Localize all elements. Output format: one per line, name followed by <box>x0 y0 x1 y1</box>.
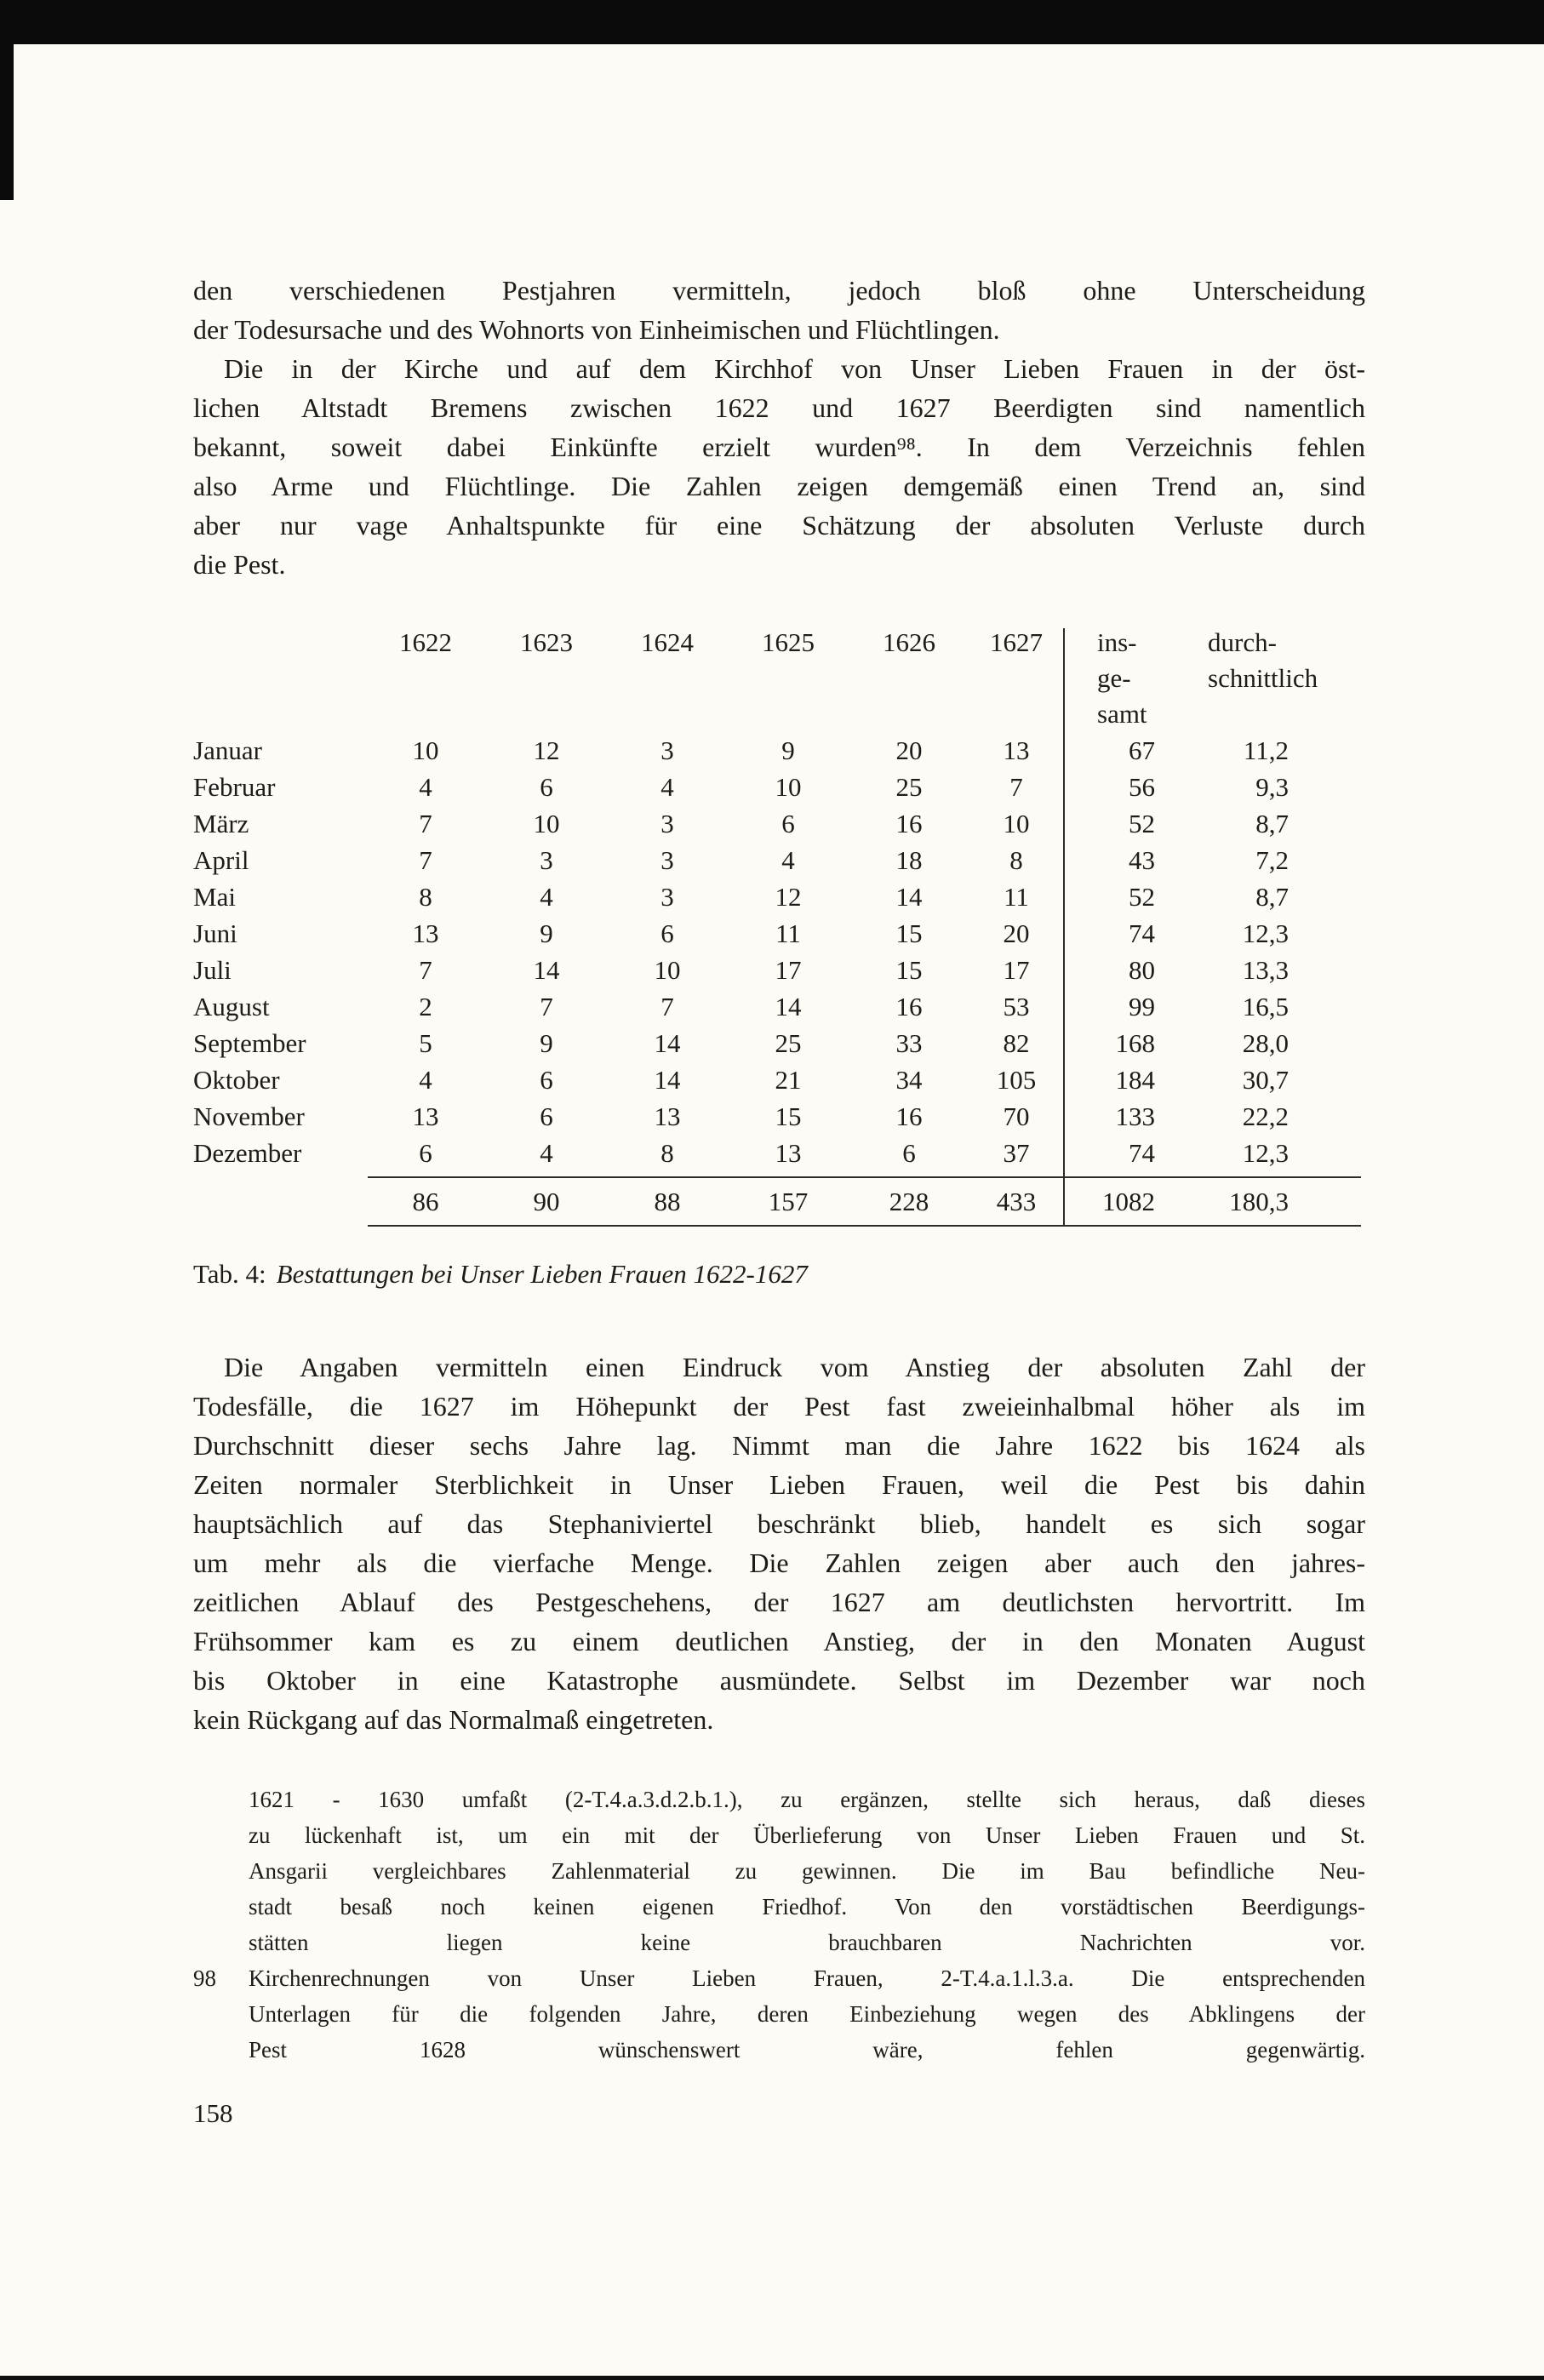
table-row <box>193 732 1361 769</box>
sum-value-cell: 157 <box>768 1187 809 1216</box>
average-cell: 16,5 <box>1242 992 1289 1021</box>
table-row <box>193 915 1361 952</box>
value-cell: 13 <box>775 1138 802 1168</box>
year-header: 1627 <box>990 627 1043 657</box>
value-cell: 13 <box>412 1101 439 1131</box>
value-cell: 6 <box>419 1138 432 1168</box>
total-cell: 184 <box>1115 1065 1155 1095</box>
table-rule-below-sums <box>368 1225 1361 1227</box>
table-row <box>193 805 1361 842</box>
value-cell: 10 <box>654 955 681 985</box>
value-cell: 9 <box>540 1028 553 1058</box>
value-cell: 10 <box>533 809 560 838</box>
text-line: also Arme und Flüchtlinge. Die Zahlen zeigen demgemäß einen Trend an, sind <box>193 471 1365 501</box>
average-column-header <box>1174 625 1361 696</box>
footnotes-section <box>193 1782 1365 2068</box>
value-cell: 7 <box>419 845 432 875</box>
value-cell: 25 <box>895 772 923 802</box>
value-cell: 3 <box>660 845 674 875</box>
table-row <box>193 769 1361 805</box>
month-cell: April <box>193 845 249 875</box>
value-cell: 37 <box>1003 1138 1030 1168</box>
paragraph-kirchhof <box>193 349 1365 584</box>
month-cell: Mai <box>193 882 236 912</box>
value-cell: 15 <box>775 1101 802 1131</box>
footnote-98-text <box>249 1960 1365 2068</box>
value-cell: 20 <box>895 735 923 765</box>
text-line: Kirchenrechnungen von Unser Lieben Frauen, 2-T.4.a.1.l.3.a. Die entsprechenden <box>249 1965 1365 1991</box>
table-row <box>193 1135 1361 1171</box>
year-header: 1626 <box>883 627 935 657</box>
text-line: stätten liegen keine brauchbaren Nachrichten vor. <box>249 1930 1365 1955</box>
scan-artifact-bottom-bar <box>0 2376 1544 2380</box>
value-cell: 15 <box>895 918 923 948</box>
text-line: aber nur vage Anhaltspunkte für eine Schätzung der absoluten Verluste durch <box>193 510 1365 541</box>
value-cell: 5 <box>419 1028 432 1058</box>
footnote-continuation <box>249 1782 1365 1960</box>
average-cell: 12,3 <box>1242 918 1289 948</box>
value-cell: 13 <box>1003 735 1030 765</box>
table-row <box>193 952 1361 988</box>
total-cell: 74 <box>1129 918 1155 948</box>
table-header-row <box>193 625 1361 732</box>
text-line: zu lückenhaft ist, um ein mit der Überlieferung von Unser Lieben Frauen und St. <box>249 1822 1365 1848</box>
value-cell: 8 <box>1009 845 1023 875</box>
average-cell: 22,2 <box>1242 1101 1289 1131</box>
sum-value-cell: 90 <box>533 1187 560 1216</box>
value-cell: 11 <box>1004 882 1029 912</box>
value-cell: 7 <box>419 809 432 838</box>
total-header-line: ge- <box>1097 663 1131 693</box>
paragraph-intro <box>193 271 1365 349</box>
text-line: Zeiten normaler Sterblichkeit in Unser Lieben Frauen, weil die Pest bis dahin <box>193 1469 1365 1500</box>
value-cell: 3 <box>660 735 674 765</box>
value-cell: 16 <box>895 992 923 1021</box>
month-cell: Juni <box>193 918 237 948</box>
value-cell: 4 <box>540 1138 553 1168</box>
value-cell: 13 <box>654 1101 681 1131</box>
value-cell: 7 <box>1009 772 1023 802</box>
value-cell: 21 <box>775 1065 802 1095</box>
value-cell: 4 <box>419 772 432 802</box>
value-cell: 7 <box>419 955 432 985</box>
month-cell: Juli <box>193 955 232 985</box>
scan-artifact-top-bar <box>0 0 1544 44</box>
value-cell: 17 <box>775 955 802 985</box>
month-cell: Februar <box>193 772 276 802</box>
table-caption <box>193 1256 1365 1293</box>
value-cell: 6 <box>902 1138 916 1168</box>
value-cell: 14 <box>533 955 560 985</box>
total-cell: 56 <box>1129 772 1155 802</box>
value-cell: 14 <box>654 1065 681 1095</box>
value-cell: 33 <box>895 1028 923 1058</box>
table-vertical-rule <box>1063 628 1065 1225</box>
value-cell: 6 <box>540 1101 553 1131</box>
text-line: Ansgarii vergleichbares Zahlenmaterial zu gewinnen. Die im Bau befindliche Neu- <box>249 1858 1365 1884</box>
total-header-line: ins- <box>1097 627 1137 657</box>
sum-value-cell: 88 <box>654 1187 681 1216</box>
value-cell: 16 <box>895 809 923 838</box>
value-cell: 6 <box>540 1065 553 1095</box>
total-cell: 168 <box>1115 1028 1155 1058</box>
value-cell: 12 <box>533 735 560 765</box>
month-cell: Dezember <box>193 1138 302 1168</box>
value-cell: 18 <box>895 845 923 875</box>
table-row <box>193 1025 1361 1061</box>
text-line: der Todesursache und des Wohnorts von Einheimischen und Flüchtlingen. <box>193 314 1000 345</box>
sum-value-cell: 228 <box>889 1187 929 1216</box>
table-sum-row <box>193 1183 1361 1220</box>
table-row <box>193 1098 1361 1135</box>
value-cell: 2 <box>419 992 432 1021</box>
value-cell: 70 <box>1003 1101 1030 1131</box>
value-cell: 34 <box>895 1065 923 1095</box>
value-cell: 13 <box>412 918 439 948</box>
value-cell: 14 <box>895 882 923 912</box>
month-cell: November <box>193 1101 305 1131</box>
month-cell: Januar <box>193 735 262 765</box>
value-cell: 17 <box>1003 955 1030 985</box>
text-line: stadt besaß noch keinen eigenen Friedhof. Von den vorstädtischen Beerdigungs- <box>249 1894 1365 1919</box>
month-cell: Oktober <box>193 1065 280 1095</box>
table-rule-above-sums <box>368 1176 1361 1178</box>
month-cell: März <box>193 809 249 838</box>
total-cell: 99 <box>1129 992 1155 1021</box>
value-cell: 10 <box>412 735 439 765</box>
value-cell: 3 <box>540 845 553 875</box>
value-cell: 9 <box>781 735 795 765</box>
month-cell: September <box>193 1028 306 1058</box>
caption-title: Bestattungen bei Unser Lieben Frauen 1622-1627 <box>276 1259 808 1289</box>
average-cell: 12,3 <box>1242 1138 1289 1168</box>
value-cell: 6 <box>660 918 674 948</box>
text-line: um mehr als die vierfache Menge. Die Zahlen zeigen aber auch den jahres- <box>193 1548 1365 1578</box>
average-cell: 8,7 <box>1255 809 1289 838</box>
value-cell: 105 <box>996 1065 1037 1095</box>
value-cell: 6 <box>781 809 795 838</box>
total-cell: 52 <box>1129 882 1155 912</box>
year-header: 1625 <box>762 627 815 657</box>
year-header: 1624 <box>641 627 694 657</box>
value-cell: 4 <box>781 845 795 875</box>
year-header: 1622 <box>399 627 452 657</box>
value-cell: 14 <box>775 992 802 1021</box>
value-cell: 10 <box>1003 809 1030 838</box>
average-cell: 30,7 <box>1242 1065 1289 1095</box>
total-header-line: samt <box>1097 699 1147 729</box>
table-body <box>193 732 1361 1171</box>
sum-value-cell: 433 <box>996 1187 1037 1216</box>
text-line: bekannt, soweit dabei Einkünfte erzielt wurden⁹⁸. In dem Verzeichnis fehlen <box>193 432 1365 462</box>
value-cell: 4 <box>419 1065 432 1095</box>
empty-cell <box>193 1183 365 1220</box>
burial-table <box>193 625 1361 1227</box>
table-row <box>193 878 1361 915</box>
value-cell: 82 <box>1003 1028 1030 1058</box>
text-line: den verschiedenen Pestjahren vermitteln, jedoch bloß ohne Unterscheidung <box>193 275 1365 306</box>
text-line: bis Oktober in eine Katastrophe ausmündete. Selbst im Dezember war noch <box>193 1665 1365 1696</box>
text-line: zeitlichen Ablauf des Pestgeschehens, der 1627 am deutlichsten hervortritt. Im <box>193 1587 1365 1617</box>
footnote-98 <box>193 1960 1365 2068</box>
value-cell: 16 <box>895 1101 923 1131</box>
text-line: Unterlagen für die folgenden Jahre, deren Einbeziehung wegen des Abklingens der <box>249 2001 1365 2027</box>
caption-label: Tab. 4: <box>193 1259 266 1289</box>
value-cell: 15 <box>895 955 923 985</box>
sum-total-cell: 1082 <box>1102 1187 1155 1216</box>
text-line: 1621 - 1630 umfaßt (2-T.4.a.3.d.2.b.1.), zu ergänzen, stellte sich heraus, daß dieses <box>249 1787 1365 1812</box>
page-number: 158 <box>193 2098 233 2128</box>
total-cell: 74 <box>1129 1138 1155 1168</box>
value-cell: 3 <box>660 882 674 912</box>
footnote-number: 98 <box>193 1965 216 1991</box>
text-line: Pest 1628 wünschenswert wäre, fehlen gegenwärtig. <box>249 2037 1365 2062</box>
average-cell: 9,3 <box>1255 772 1289 802</box>
average-cell: 13,3 <box>1242 955 1289 985</box>
avg-header-line: durch- <box>1208 627 1277 657</box>
average-cell: 28,0 <box>1242 1028 1289 1058</box>
total-cell: 43 <box>1129 845 1155 875</box>
value-cell: 20 <box>1003 918 1030 948</box>
value-cell: 25 <box>775 1028 802 1058</box>
value-cell: 7 <box>540 992 553 1021</box>
scan-artifact-left-strip <box>0 0 14 200</box>
avg-header-line: schnittlich <box>1208 663 1318 693</box>
value-cell: 11 <box>775 918 801 948</box>
value-cell: 8 <box>419 882 432 912</box>
average-cell: 8,7 <box>1255 882 1289 912</box>
value-cell: 14 <box>654 1028 681 1058</box>
year-header: 1623 <box>520 627 573 657</box>
text-line: die Pest. <box>193 549 286 580</box>
table-row <box>193 988 1361 1025</box>
value-cell: 3 <box>660 809 674 838</box>
total-column-header <box>1063 625 1174 732</box>
value-cell: 4 <box>540 882 553 912</box>
average-cell: 7,2 <box>1255 845 1289 875</box>
text-line: lichen Altstadt Bremens zwischen 1622 und 1627 Beerdigten sind namentlich <box>193 392 1365 423</box>
text-line: Frühsommer kam es zu einem deutlichen Anstieg, der in den Monaten August <box>193 1626 1365 1656</box>
value-cell: 6 <box>540 772 553 802</box>
average-cell: 11,2 <box>1243 735 1289 765</box>
value-cell: 9 <box>540 918 553 948</box>
value-cell: 12 <box>775 882 802 912</box>
text-line: kein Rückgang auf das Normalmaß eingetreten. <box>193 1704 714 1735</box>
total-cell: 67 <box>1129 735 1155 765</box>
text-line: Durchschnitt dieser sechs Jahre lag. Nimmt man die Jahre 1622 bis 1624 als <box>193 1430 1365 1461</box>
text-line: Todesfälle, die 1627 im Höhepunkt der Pest fast zweieinhalbmal höher als im <box>193 1391 1365 1422</box>
value-cell: 8 <box>660 1138 674 1168</box>
value-cell: 53 <box>1003 992 1030 1021</box>
text-line: hauptsächlich auf das Stephaniviertel beschränkt blieb, handelt es sich sogar <box>193 1508 1365 1539</box>
month-cell: August <box>193 992 270 1021</box>
value-cell: 10 <box>775 772 802 802</box>
text-line: Die in der Kirche und auf dem Kirchhof von Unser Lieben Frauen in der öst- <box>224 353 1365 384</box>
text-line: Die Angaben vermitteln einen Eindruck vom Anstieg der absoluten Zahl der <box>224 1352 1365 1382</box>
value-cell: 7 <box>660 992 674 1021</box>
paragraph-analysis <box>193 1347 1365 1739</box>
sum-value-cell: 86 <box>412 1187 439 1216</box>
value-cell: 4 <box>660 772 674 802</box>
table-row <box>193 842 1361 878</box>
page-content <box>193 271 1365 2129</box>
total-cell: 52 <box>1129 809 1155 838</box>
sum-average-cell: 180,3 <box>1229 1187 1289 1216</box>
table-row <box>193 1061 1361 1098</box>
total-cell: 133 <box>1115 1101 1155 1131</box>
total-cell: 80 <box>1129 955 1155 985</box>
